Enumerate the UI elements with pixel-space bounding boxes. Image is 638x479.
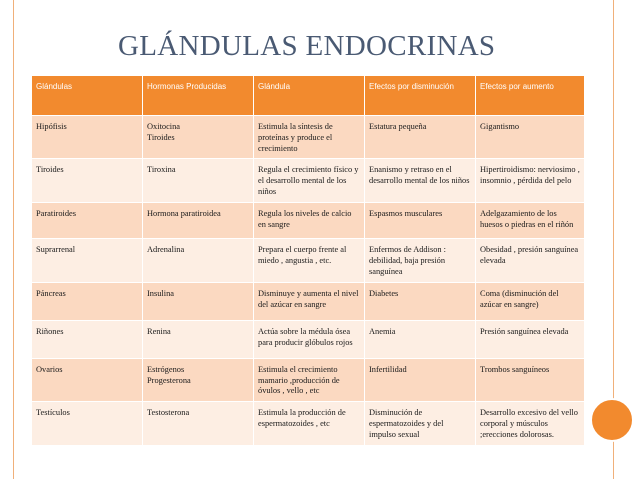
table-cell: Estrógenos Progesterona (143, 358, 254, 401)
table-cell: Prepara el cuerpo frente al miedo , angustia , etc. (254, 238, 365, 281)
table-cell: Enanismo y retraso en el desarrollo mental de los niños (365, 158, 476, 202)
table-cell: Adelgazamiento de los huesos o piedras en el riñón (476, 202, 585, 238)
table-row (32, 401, 585, 445)
table-cell: Testículos (32, 401, 143, 445)
table-row (32, 238, 585, 281)
table-cell: Obesidad , presión sanguínea elevada (476, 238, 585, 281)
table-cell: Insulina (143, 282, 254, 320)
table-cell: Hipertiroidismo: nerviosimo , insomnio , pérdida del pelo (476, 158, 585, 202)
table-cell: Tiroides (32, 158, 143, 202)
table-cell: Enfermos de Addison : debilidad, baja presión sanguínea (365, 238, 476, 281)
table-cell: Trombos sanguíneos (476, 358, 585, 401)
left-decorative-rule (13, 0, 14, 479)
header-glandula-funcion: Glándula (254, 76, 365, 115)
table-cell: Testosterona (143, 401, 254, 445)
header-glandulas: Glándulas (32, 76, 143, 115)
decorative-circle (590, 398, 634, 442)
table-cell: Actúa sobre la médula ósea para producir glóbulos rojos (254, 320, 365, 358)
table-row (32, 202, 585, 238)
header-hormonas: Hormonas Producidas (143, 76, 254, 115)
table-cell: Suprarrenal (32, 238, 143, 281)
table-cell: Coma (disminución del azúcar en sangre) (476, 282, 585, 320)
table-cell: Oxitocina Tiroides (143, 115, 254, 158)
endocrine-glands-table (32, 76, 585, 445)
header-efectos-aumento: Efectos por aumento (476, 76, 585, 115)
page-title: GLÁNDULAS ENDOCRINAS (118, 30, 496, 62)
table-cell: Estimula la síntesis de proteínas y produce el crecimiento (254, 115, 365, 158)
table-cell: Infertilidad (365, 358, 476, 401)
table-cell: Anemia (365, 320, 476, 358)
table-cell: Renina (143, 320, 254, 358)
table-cell: Desarrollo excesivo del vello corporal y músculos ;erecciones dolorosas. (476, 401, 585, 445)
table-cell: Regula el crecimiento físico y el desarrollo mental de los niños (254, 158, 365, 202)
table-cell: Gigantismo (476, 115, 585, 158)
table-cell: Estatura pequeña (365, 115, 476, 158)
table-row (32, 320, 585, 358)
table-cell: Disminuye y aumenta el nivel del azúcar en sangre (254, 282, 365, 320)
table-cell: Estimula el crecimiento mamario ,producción de óvulos , vello , etc (254, 358, 365, 401)
table-cell: Diabetes (365, 282, 476, 320)
table-cell: Tiroxina (143, 158, 254, 202)
table-cell: Disminución de espermatozoides y del impulso sexual (365, 401, 476, 445)
table-row (32, 115, 585, 158)
table-cell: Ovarios (32, 358, 143, 401)
table-cell: Espasmos musculares (365, 202, 476, 238)
table-cell: Páncreas (32, 282, 143, 320)
table-cell: Adrenalina (143, 238, 254, 281)
table-row (32, 282, 585, 320)
table-cell: Estimula la producción de espermatozoides , etc (254, 401, 365, 445)
table-cell: Presión sanguínea elevada (476, 320, 585, 358)
table-cell: Riñones (32, 320, 143, 358)
header-efectos-disminucion: Efectos por disminución (365, 76, 476, 115)
table-cell: Regula los niveles de calcio en sangre (254, 202, 365, 238)
table-cell: Paratiroides (32, 202, 143, 238)
table-cell: Hipófisis (32, 115, 143, 158)
table-header-row (32, 76, 585, 115)
table-row (32, 358, 585, 401)
table-row (32, 158, 585, 202)
table-cell: Hormona paratiroidea (143, 202, 254, 238)
